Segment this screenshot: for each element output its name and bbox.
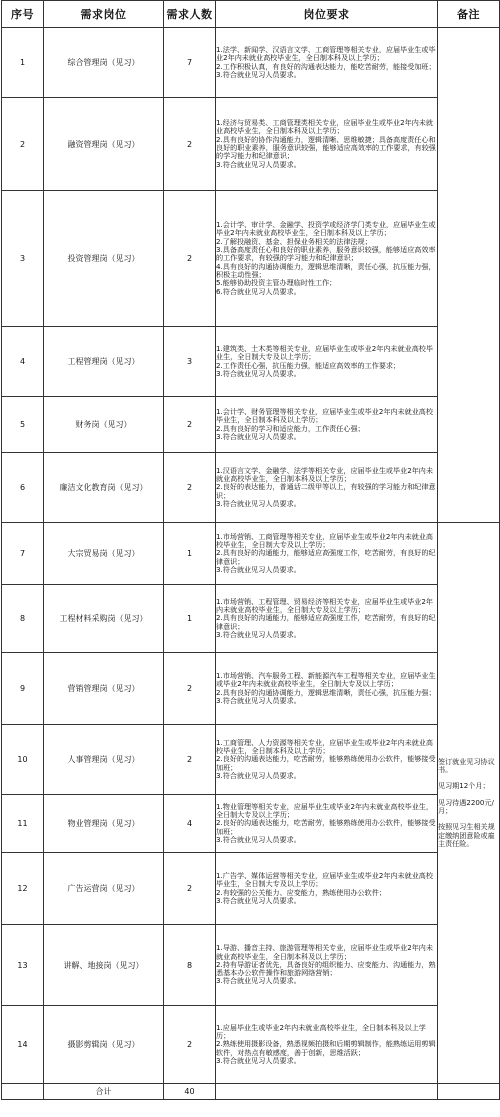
requirement-line: 3.符合就业见习人员要求。 [216, 695, 301, 705]
header-position: 需求岗位 [44, 1, 164, 28]
row-number: 12 [2, 853, 44, 925]
position-name: 投资管理岗（见习） [44, 191, 164, 327]
row-number: 3 [2, 191, 44, 327]
requirement-line: 2.具有良好的沟通能力，能够适应高强度工作，吃苦耐劳，有良好的纪律意识； [216, 548, 436, 566]
requirement-line: 2.熟练使用摄影设备，熟悉视频拍摄和后期剪辑制作，能熟练运用剪辑软件，对热点有敏感度，善于创新，思维活跃； [216, 1039, 436, 1057]
note-line: 签订就业见习协议书。 [438, 756, 495, 775]
requirement-line: 3.符合就业见习人员要求。 [216, 834, 301, 844]
requirement-line: 2.良好的沟通表达能力，吃苦耐劳，能够熟练使用办公软件，能够接受加班； [216, 754, 436, 772]
requirement-line: 1.会计学、财务管理等相关专业，应届毕业生或毕业2年内未就业高校毕业生，全日制本科及以上学历； [216, 406, 433, 425]
requirement-line: 3.符合就业见习人员要求。 [216, 159, 301, 169]
requirement-line: 3.符合就业见习人员要求。 [216, 69, 301, 79]
total-empty-cell [2, 1084, 44, 1100]
row-number: 10 [2, 725, 44, 795]
position-requirements [216, 925, 438, 1006]
requirement-line: 2.工作积极认真，有良好的沟通表达能力，能吃苦耐劳，能接受加班； [216, 61, 436, 71]
position-name: 综合管理岗（见习） [44, 28, 164, 98]
position-count: 2 [164, 853, 216, 925]
table-row [2, 1006, 500, 1084]
position-requirements [216, 795, 438, 853]
requirement-line: 2.工作责任心强，抗压能力强，能适应高效率的工作要求； [216, 360, 401, 370]
row-number: 7 [2, 523, 44, 585]
total-label: 合计 [44, 1084, 164, 1100]
requirement-line: 3.符合就业见习人员要求。 [216, 564, 301, 574]
requirement-line: 1.广告学、媒体运营等相关专业，应届毕业生或毕业2年内未就业高校毕业生，全日制大专及以上学历； [216, 870, 433, 889]
position-count: 2 [164, 453, 216, 523]
requirement-line: 4.具有良好的沟通协调能力，逻辑思维清晰，责任心强，抗压能力强，积极主动性强； [216, 261, 436, 279]
table-row [2, 653, 500, 725]
total-empty-cell [438, 1084, 500, 1100]
position-name: 大宗贸易岗（见习） [44, 523, 164, 585]
requirement-line: 2.良好的沟通表达能力，吃苦耐劳，能够熟练使用办公软件，能够接受加班； [216, 818, 436, 836]
position-requirements [216, 1006, 438, 1084]
requirement-line: 3.符合就业见习人员要求。 [216, 770, 301, 780]
position-count: 4 [164, 795, 216, 853]
note-cell [438, 523, 500, 1084]
total-empty-cell [216, 1084, 438, 1100]
requirement-line: 2.具有良好的沟通能力，能够适应高强度工作，吃苦耐劳，有良好的纪律意识； [216, 613, 436, 631]
requirement-line: 5.能够协助投资主管办理临时性工作； [216, 278, 337, 288]
requirement-line: 1.应届毕业生或毕业2年内未就业高校毕业生，全日制本科及以上学历； [216, 1022, 426, 1041]
row-number: 4 [2, 327, 44, 397]
position-count: 3 [164, 327, 216, 397]
table-row [2, 397, 500, 453]
row-number: 1 [2, 28, 44, 98]
recruitment-table [1, 0, 500, 1100]
total-count: 40 [164, 1084, 216, 1100]
row-number: 13 [2, 925, 44, 1006]
requirement-line: 1.汉语言文学、金融学、法学等相关专业，应届毕业生或毕业2年内未就业高校毕业生，全日制本科及以上学历； [216, 465, 433, 484]
header-no: 序号 [2, 1, 44, 28]
position-requirements [216, 585, 438, 653]
row-number: 8 [2, 585, 44, 653]
row-number: 14 [2, 1006, 44, 1084]
position-name: 人事管理岗（见习） [44, 725, 164, 795]
position-count: 1 [164, 585, 216, 653]
row-number: 6 [2, 453, 44, 523]
row-number: 2 [2, 98, 44, 191]
position-requirements [216, 98, 438, 191]
position-name: 融资管理岗（见习） [44, 98, 164, 191]
note-line: 见习期12个月； [438, 781, 490, 791]
table-row [2, 191, 500, 327]
requirement-line: 1.市场营销、工程管理、贸易经济等相关专业，应届毕业生或毕业2年内未就业高校毕业生，全日制大专及以上学历； [216, 596, 433, 615]
position-count: 2 [164, 191, 216, 327]
position-count: 7 [164, 28, 216, 98]
requirement-line: 3.符合就业见习人员要求。 [216, 498, 301, 508]
row-number: 11 [2, 795, 44, 853]
header-note: 备注 [438, 1, 500, 28]
position-requirements [216, 28, 438, 98]
table-row [2, 98, 500, 191]
position-requirements [216, 327, 438, 397]
table-row [2, 795, 500, 853]
requirement-line: 2.有较强的公关能力、应变能力，熟练使用办公软件； [216, 887, 386, 897]
header-count: 需求人数 [164, 1, 216, 28]
position-requirements [216, 853, 438, 925]
requirement-line: 6.符合就业见习人员要求。 [216, 286, 301, 296]
requirement-line: 3.符合就业见习人员要求。 [216, 1055, 301, 1065]
position-requirements [216, 453, 438, 523]
requirement-line: 2.具有良好的学习和适应能力，工作责任心强； [216, 423, 365, 433]
requirement-line: 3.符合就业见习人员要求。 [216, 976, 301, 986]
requirement-line: 1.市场营销、汽车服务工程、新能源汽车工程等相关专业，应届毕业生或毕业2年内未就业高校毕业生，全日制大专及以上学历； [216, 670, 436, 689]
requirement-line: 2.良好的表达能力，普通话二级甲等以上，有较强的学习能力和纪律意识； [216, 482, 436, 500]
position-requirements [216, 397, 438, 453]
requirement-line: 2.具有良好的协作沟通能力，逻辑清晰、思维敏捷；具备高度责任心和良好的职业素养，服务意识较强，能够适应高效率的工作要求，有较强的学习能力和纪律意识； [216, 134, 436, 161]
requirement-line: 1.物业管理等相关专业，应届毕业生或毕业2年内未就业高校毕业生，全日制大专及以上学历； [216, 801, 433, 820]
requirement-line: 3.符合就业见习人员要求。 [216, 368, 301, 378]
position-count: 2 [164, 1006, 216, 1084]
position-count: 8 [164, 925, 216, 1006]
position-name: 摄影剪辑岗（见习） [44, 1006, 164, 1084]
position-count: 2 [164, 725, 216, 795]
position-requirements [216, 191, 438, 327]
table-row [2, 585, 500, 653]
position-requirements [216, 523, 438, 585]
position-name: 讲解、地接岗（见习） [44, 925, 164, 1006]
position-name: 物业管理岗（见习） [44, 795, 164, 853]
position-count: 2 [164, 653, 216, 725]
position-name: 工程管理岗（见习） [44, 327, 164, 397]
position-requirements [216, 725, 438, 795]
table-row [2, 725, 500, 795]
row-number: 9 [2, 653, 44, 725]
table-row [2, 453, 500, 523]
table-row [2, 327, 500, 397]
requirement-line: 1.经济与贸易类、工商管理类相关专业，应届毕业生或毕业2年内未就业高校毕业生，全日制本科及以上学历； [216, 118, 433, 136]
position-count: 2 [164, 98, 216, 191]
header-requirements: 岗位要求 [216, 1, 438, 28]
requirement-line: 1.会计学、审计学、金融学、投资学或经济学门类专业，应届毕业生或毕业2年内未就业高校毕业生，全日制本科及以上学历； [216, 220, 436, 238]
table-row [2, 925, 500, 1006]
position-count: 2 [164, 397, 216, 453]
requirement-line: 2.具有良好的沟通协调能力，逻辑思维清晰，责任心强，抗压能力强； [216, 687, 436, 697]
table-body [2, 28, 500, 1100]
requirement-line: 1.工商管理、人力资源等相关专业，应届毕业生或毕业2年内未就业高校毕业生，全日制本科及以上学历； [216, 737, 433, 756]
table-row [2, 523, 500, 585]
position-name: 工程材料采购岗（见习） [44, 585, 164, 653]
row-number: 5 [2, 397, 44, 453]
requirement-line: 2.了解投融资、基金、担保业务相关的法律法规； [216, 236, 372, 246]
requirement-line: 3.符合就业见习人员要求。 [216, 629, 301, 639]
requirement-line: 2.持有导游证者优先，具备良好的组织能力、应变能力、沟通能力，熟悉基本办公软件操作和旅游网络营销； [216, 959, 436, 978]
position-name: 营销管理岗（见习） [44, 653, 164, 725]
requirement-line: 3.符合就业见习人员要求。 [216, 431, 301, 441]
requirement-line: 1.法学、新闻学、汉语言文学、工商管理等相关专业，应届毕业生或毕业2年内未就业高校毕业生，全日制本科及以上学历； [216, 44, 436, 63]
note-cell-empty [438, 28, 500, 523]
position-count: 1 [164, 523, 216, 585]
requirement-line: 1.导游、播音主持、旅游管理等相关专业，应届毕业生或毕业2年内未就业高校毕业生，全日制本科及以上学历； [216, 943, 433, 961]
requirement-line: 3.符合就业见习人员要求。 [216, 895, 301, 905]
position-name: 廉洁文化教育岗（见习） [44, 453, 164, 523]
total-row [2, 1084, 500, 1100]
position-name: 广告运营岗（见习） [44, 853, 164, 925]
header-row [2, 1, 500, 28]
requirement-line: 1.市场营销、工商管理等相关专业，应届毕业生或毕业2年内未就业高校毕业生，全日制大专及以上学历； [216, 531, 433, 550]
requirement-line: 1.建筑类、土木类等相关专业，应届毕业生或毕业2年内未就业高校毕业生，全日制大专及以上学历； [216, 343, 433, 362]
position-requirements [216, 653, 438, 725]
position-name: 财务岗（见习） [44, 397, 164, 453]
note-line: 按照见习生相关规定缴纳团意险或雇主责任险。 [438, 822, 495, 848]
table-row [2, 853, 500, 925]
requirement-line: 3.具备高度责任心和良好的职业素养，服务意识较强，能够适应高效率的工作要求，有较强的学习能力和纪律意识； [216, 245, 436, 263]
table-row [2, 28, 500, 98]
note-line: 见习待遇2200元/月； [438, 797, 494, 815]
